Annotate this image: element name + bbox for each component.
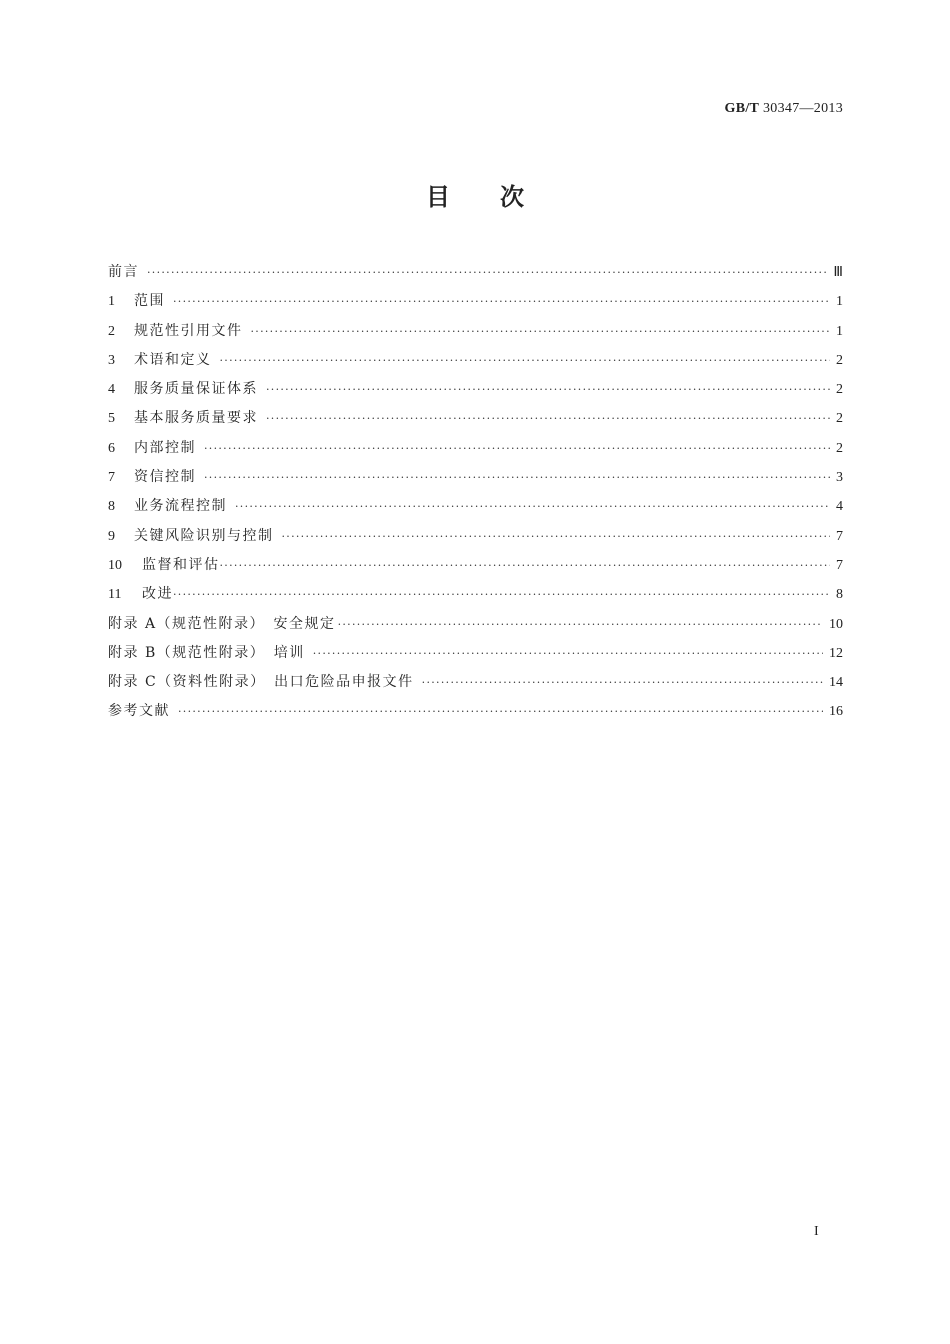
toc-entry-label: 附录 A（规范性附录） 安全规定: [108, 615, 336, 632]
toc-entry-label: 业务流程控制: [134, 498, 227, 515]
toc-leader-dots: [266, 375, 830, 404]
toc-leader-dots: [220, 551, 831, 580]
toc-entry-page: 4: [836, 499, 843, 515]
toc-entry-label: 监督和评估: [142, 556, 220, 573]
toc-entry-page: 2: [836, 440, 843, 456]
toc-entry-page: 8: [836, 587, 843, 603]
toc-leader-dots: [235, 492, 830, 521]
toc-leader-dots: [266, 404, 830, 433]
toc-entry[interactable]: [108, 434, 843, 463]
toc-entry-label: 规范性引用文件: [134, 322, 243, 339]
toc-entry-page: Ⅲ: [833, 265, 843, 280]
toc-leader-dots: [173, 287, 830, 316]
toc-entry-page: 10: [829, 616, 843, 632]
toc-leader-dots: [173, 580, 830, 609]
toc-entry[interactable]: [108, 492, 843, 521]
toc-leader-dots: [204, 463, 830, 492]
toc-entry[interactable]: [108, 463, 843, 492]
toc-leader-dots: [313, 639, 823, 668]
toc-entry-label: 范围: [134, 293, 165, 310]
toc-entry[interactable]: [108, 668, 843, 697]
toc-leader-dots: [338, 610, 823, 639]
toc-entry-page: 1: [836, 323, 843, 339]
toc-entry[interactable]: [108, 317, 843, 346]
toc-entry-label: 改进: [142, 586, 173, 603]
toc-leader-dots: [282, 522, 831, 551]
toc-entry[interactable]: [108, 580, 843, 609]
toc-entry-number: 3: [108, 352, 115, 368]
toc-entry-label: 关键风险识别与控制: [134, 527, 274, 544]
toc-leader-dots: [204, 434, 830, 463]
toc-entry-number: 5: [108, 411, 115, 427]
toc-entry[interactable]: [108, 287, 843, 316]
toc-entry-label: 服务质量保证体系: [134, 381, 258, 398]
toc-entry-number: 4: [108, 382, 115, 398]
toc-entry-label: 附录 C（资料性附录） 出口危险品申报文件: [108, 674, 414, 691]
table-of-contents: [108, 258, 843, 727]
toc-entry-page: 14: [829, 675, 843, 691]
toc-entry[interactable]: [108, 639, 843, 668]
toc-entry-page: 16: [829, 704, 843, 720]
toc-entry-page: 12: [829, 645, 843, 661]
toc-entry-number: 2: [108, 323, 115, 339]
toc-leader-dots: [220, 346, 831, 375]
toc-leader-dots: [422, 668, 823, 697]
toc-entry-page: 7: [836, 528, 843, 544]
toc-entry[interactable]: [108, 697, 843, 726]
toc-entry[interactable]: [108, 522, 843, 551]
toc-entry-label: 内部控制: [134, 439, 196, 456]
toc-entry-number: 6: [108, 440, 115, 456]
toc-entry-page: 2: [836, 382, 843, 398]
toc-entry-number: 10: [108, 557, 122, 573]
toc-leader-dots: [251, 317, 831, 346]
toc-entry-number: 9: [108, 528, 115, 544]
toc-entry-page: 7: [836, 557, 843, 573]
standard-number: 30347—2013: [763, 101, 843, 116]
page-title: 目次: [426, 183, 574, 211]
toc-entry-number: 11: [108, 587, 122, 603]
toc-entry[interactable]: [108, 610, 843, 639]
toc-entry-number: 1: [108, 294, 115, 310]
toc-entry-label: 基本服务质量要求: [134, 410, 258, 427]
toc-entry-label: 附录 B（规范性附录） 培训: [108, 644, 305, 661]
toc-entry-page: 1: [836, 294, 843, 310]
toc-entry-label: 资信控制: [134, 469, 196, 486]
toc-entry-label: 术语和定义: [134, 351, 212, 368]
standard-prefix: GB/T: [724, 101, 760, 116]
toc-leader-dots: [178, 697, 823, 726]
toc-entry[interactable]: [108, 346, 843, 375]
toc-entry-label: 参考文献: [108, 703, 170, 720]
toc-entry-label: 前言: [108, 264, 139, 280]
standard-code: [725, 101, 843, 117]
toc-entry[interactable]: [108, 258, 843, 287]
toc-entry-page: 2: [836, 411, 843, 427]
toc-entry-number: 7: [108, 470, 115, 486]
toc-entry-page: 2: [836, 352, 843, 368]
toc-entry-page: 3: [836, 470, 843, 486]
toc-leader-dots: [147, 258, 827, 287]
toc-entry[interactable]: [108, 551, 843, 580]
toc-entry[interactable]: [108, 404, 843, 433]
toc-entry-number: 8: [108, 499, 115, 515]
toc-entry[interactable]: [108, 375, 843, 404]
page-number: I: [814, 1224, 819, 1239]
